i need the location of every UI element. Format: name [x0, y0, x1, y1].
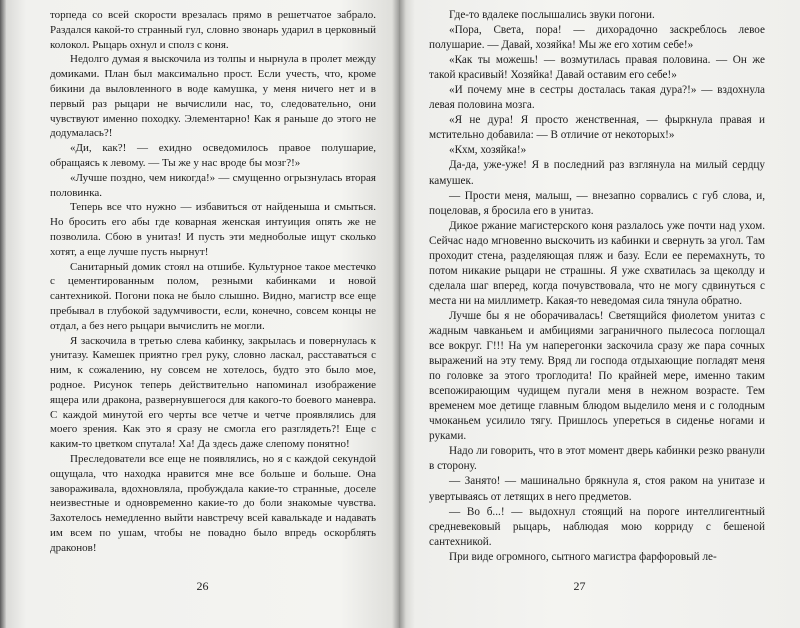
paragraph: торпеда со всей скорости врезалась прямо в решетчатое забрало. Раздался какой-то странный гул, словно звонарь ударил в церковный колокол. Рыцарь охнул и сполз с коня.: [50, 9, 376, 51]
paragraph: — Во б...! — выдохнул стоящий на пороге интеллигентный средневековый рыцарь, наблюдая мою корриду с бешеной сантехникой.: [429, 505, 765, 548]
paragraph: Санитарный домик стоял на отшибе. Культурное такое местечко с цементированным полом, резными кабинками и новой сантехникой. Погони пока не было слышно. Видно, магистр все еще пребывал в глубокой задумчивости, если, конечно, совсем концы не отдал, а без него рыцари вычислить не могли.: [50, 260, 376, 332]
paragraph: «Ди, как?! — ехидно осведомилось правое полушарие, обращаясь к левому. — Ты же у нас вроде бы мозг?!»: [50, 142, 376, 169]
right-page-number: 27: [573, 579, 586, 593]
left-page-number: 26: [196, 579, 209, 593]
paragraph: Я заскочила в третью слева кабинку, закрылась и повернулась к унитазу. Камешек приятно грел руку, словно ласкал, расставаться с ним, к сожалению, ну совсем не хотелось, будто это было мое, родное. Рисунок теперь действительно напоминал изображение ящера или дракона, развернувшегося для какого-то боевого маневра. С каждой минутой его черты все четче и четче проявлялись для моего зрения. Как это я сразу не смогла его разглядеть?! Еще с каким-то цветком спутала! Ха! Да здесь даже слепому понятно!: [50, 334, 376, 451]
paragraph: «И почему мне в сестры досталась такая дура?!» — вздохнула левая половина мозга.: [429, 84, 765, 112]
paragraph: Теперь все что нужно — избавиться от найденыша и смыться. Но бросить его абы где коварная женская интуиция опять же не позволила. Сбою в унитаз! И пусть эти медноболые ищут сколько хотят, а еще лучше пусть нырнут!: [50, 201, 376, 258]
paragraph: Недолго думая я выскочила из толпы и нырнула в пролет между домиками. План был максимально прост. Если учесть, что, кроме бикини да выловленного в воде камушка, у меня ничего нет и в первый раз рыцари не вычислили нас, то, следовательно, они чувствуют именно походку. Элементарно! Как я раньше до этого не додумалась?!: [50, 53, 376, 140]
paragraph: «Лучше поздно, чем никогда!» — смущенно огрызнулась вторая половинка.: [50, 171, 376, 199]
paragraph: «Как ты можешь! — возмутилась правая половина. — Он же такой красивый! Хозяйка! Давай оставим его себе!»: [429, 54, 765, 82]
paragraph: — Прости меня, малыш, — внезапно сорвались с губ слова, и, поцеловав, я бросила его в унитаз.: [429, 189, 765, 217]
paragraph: «Я не дура! Я просто женственная, — фыркнула правая и мстительно добавила: — В отличие от некоторых!»: [429, 114, 765, 142]
left-page: [6, 0, 399, 628]
paragraph: Преследователи все еще не появлялись, но я с каждой секундой ощущала, что находка нравится мне все больше и больше. Она завораживала, вдохновляла, пробуждала какие-то странные, доселе неизвестные и одновременно какие-то до боли знакомые чувства. Захотелось немедленно выйти навстречу всей кавалькаде и надавать им всем по ушам, чтобы не повадно было впредь оскорблять драконов!: [50, 452, 376, 554]
right-page: [399, 0, 800, 628]
right-page-text: [429, 8, 765, 565]
paragraph: — Занято! — машинально брякнула я, стоя раком на унитазе и увертываясь от летящих в него предметов.: [429, 475, 765, 503]
paragraph: «Кхм, хозяйка!»: [449, 144, 527, 157]
paragraph: Дикое ржание магистерского коня разлалось уже почти над ухом. Сейчас надо мгновенно выскочить из кабинки и свернуть за угол. Там проходит стена, разделяющая пляж и базу. Если ее перемахнуть, то потом никакие рыцари не страшны. Я уже схватилась за щеколду и сделала шаг вперед, когда почувствовала, что не могу сдвинуться с места ни на миллиметр. Какая-то неведомая сила тянула обратно.: [429, 219, 765, 307]
paragraph: Да-да, уже-уже! Я в последний раз взглянула на милый сердцу камушек.: [429, 159, 765, 187]
paragraph: «Пора, Света, пора! — дихорадочно заскреблось левое полушарие. — Давай, хозяйка! Мы же его хотим себе!»: [429, 24, 765, 52]
left-page-text: [50, 8, 376, 555]
paragraph: Лучше бы я не оборачивалась! Светящийся фиолетом унитаз с жадным чавканьем и амбициями заграничного пылесоса поглощал все вокруг. Г!!! На ум наперегонки заскочила сразу же пара сочных выражений на эту тему. Вряд ли господа отдыхающие погладят меня по головке за этого троглодита! По крайней мере, именно таким всепожирающим чудищем пугали меня в нежном возрасте. Тем временем мое детище главным блюдом выделило меня и с голодным чмоканьем усилило тягу. Пришлось упереться в сиденье ногами и руками.: [429, 309, 765, 443]
paragraph: Где-то вдалеке послышались звуки погони.: [449, 9, 655, 21]
paragraph: При виде огромного, сытного магистра фарфоровый ле-: [449, 550, 717, 563]
paragraph: Надо ли говорить, что в этот момент дверь кабинки резко рванули в сторону.: [429, 445, 765, 473]
